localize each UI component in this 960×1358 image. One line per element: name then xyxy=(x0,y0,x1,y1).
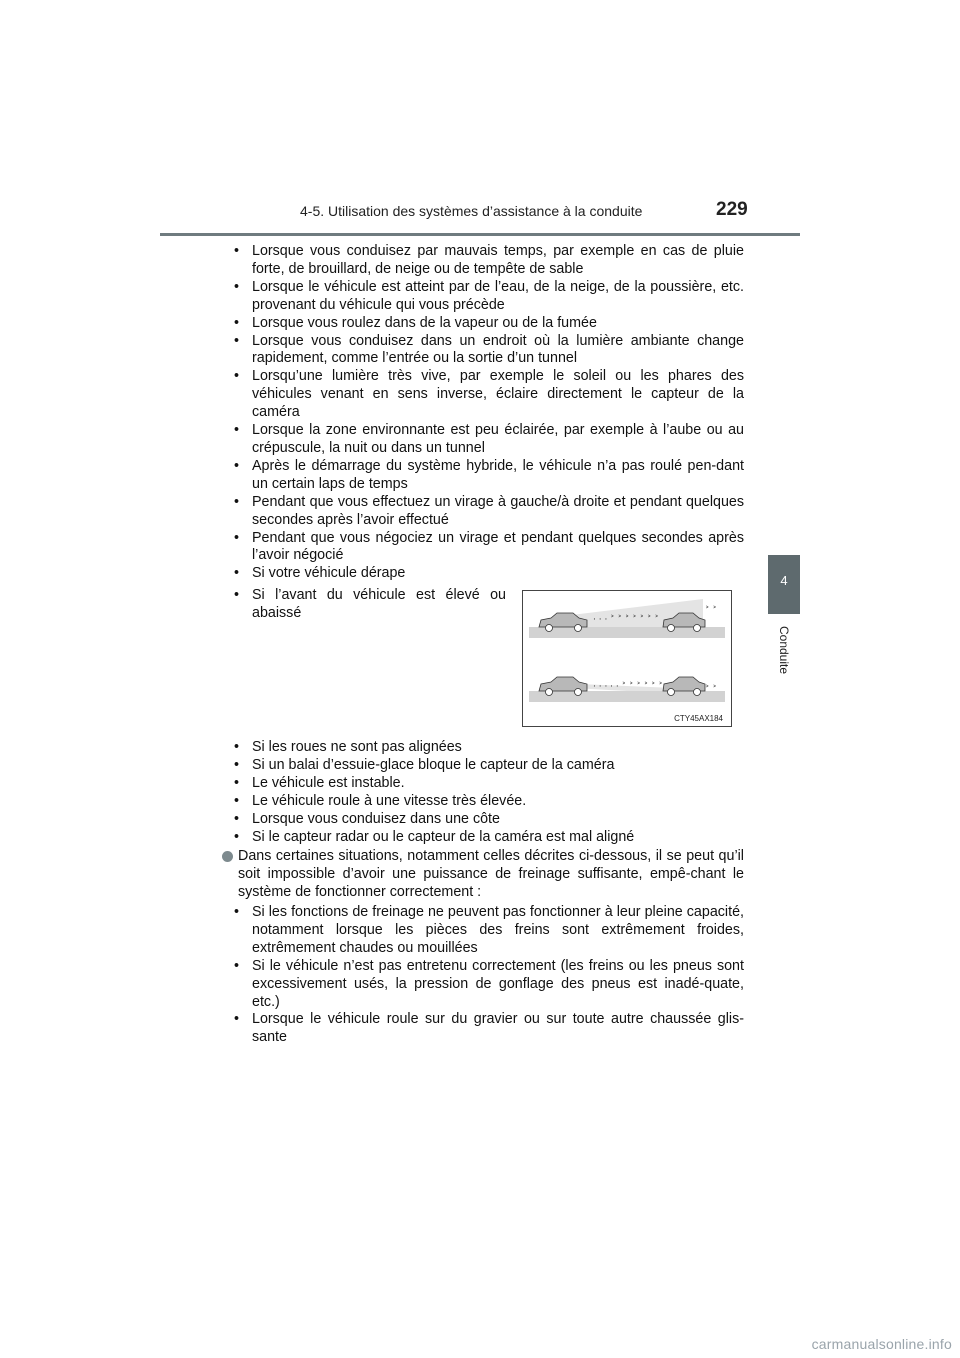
list-item: • Si les roues ne sont pas alignées xyxy=(232,739,744,757)
list-item: • Pendant que vous effectuez un virage à gauche/à droite et pendant quelques secondes après l’avoir effectué xyxy=(232,494,744,530)
conditions-list xyxy=(232,243,744,583)
list-item: • Si les fonctions de freinage ne peuvent pas fonctionner à leur pleine capacité, notamment lorsque les pièces des freins sont extrêmement froides, extrêmement chaudes ou mouillées xyxy=(232,904,744,958)
arrows-bottom-down: ˃ ˃ xyxy=(705,685,717,695)
list-item: • Si le véhicule n’est pas entretenu correctement (les freins ou les pneus sont excessivement usés, la pression de gonflage des pneus est inadé-quate, etc.) xyxy=(232,958,744,1012)
arrows-top-up: ˃ ˃ xyxy=(705,606,717,616)
illustration-drawing xyxy=(523,591,731,726)
header-rule xyxy=(160,233,800,236)
list-item: • Lorsque vous roulez dans de la vapeur ou de la fumée xyxy=(232,315,744,333)
list-item: • Le véhicule est instable. xyxy=(232,775,744,793)
figure-code: CTY45AX184 xyxy=(674,714,723,723)
list-item: • Si le capteur radar ou le capteur de la caméra est mal aligné xyxy=(232,829,744,847)
list-item: • Le véhicule roule à une vitesse très élevée. xyxy=(232,793,744,811)
additional-conditions-list xyxy=(232,739,744,846)
list-item: • Lorsque la zone environnante est peu éclairée, par exemple à l’aube ou au crépuscule, la nuit ou dans un tunnel xyxy=(232,422,744,458)
chapter-tab-label: Conduite xyxy=(777,625,791,675)
list-item: • Si un balai d’essuie-glace bloque le capteur de la caméra xyxy=(232,757,744,775)
vehicle-tilt-illustration xyxy=(522,590,732,727)
chapter-tab-number: 4 xyxy=(780,573,788,588)
list-item: • Si l’avant du véhicule est élevé ou abaissé xyxy=(232,587,506,623)
page-number: 229 xyxy=(716,199,748,220)
vehicle-tilt-list xyxy=(232,587,506,623)
list-item: • Lorsque le véhicule roule sur du gravier ou sur toute autre chaussée glis-sante xyxy=(232,1011,744,1047)
list-item: • Lorsque vous conduisez dans un endroit où la lumière ambiante change rapidement, comme l’entrée ou la sortie d’un tunnel xyxy=(232,333,744,369)
arrows-top: · · · ˃ ˃ ˃ ˃ ˃ ˃ ˃ xyxy=(593,615,659,625)
watermark: carmanualsonline.info xyxy=(811,1336,952,1352)
list-item: • Après le démarrage du système hybride, le véhicule n’a pas roulé pen-dant un certain laps de temps xyxy=(232,458,744,494)
list-item: • Lorsqu’une lumière très vive, par exemple le soleil ou les phares des véhicules venant en sens inverse, éclaire directement le capteur de la caméra xyxy=(232,368,744,422)
list-item: • Lorsque le véhicule est atteint par de l’eau, de la neige, de la poussière, etc. provenant du véhicule qui vous précède xyxy=(232,279,744,315)
list-item: • Pendant que vous négociez un virage et pendant quelques secondes après l’avoir négocié xyxy=(232,530,744,566)
list-item: • Si votre véhicule dérape xyxy=(232,565,744,583)
chapter-tab-rule xyxy=(768,611,800,614)
braking-conditions-list xyxy=(232,904,744,1047)
section-title: 4-5. Utilisation des systèmes d’assistance à la conduite xyxy=(300,203,643,219)
list-item: • Lorsque vous conduisez dans une côte xyxy=(232,811,744,829)
arrows-bottom: · · · · · ˃ ˃ ˃ ˃ ˃ ˃ xyxy=(593,682,663,692)
list-item: • Lorsque vous conduisez par mauvais temps, par exemple en cas de pluie forte, de brouillard, de neige ou de tempête de sable xyxy=(232,243,744,279)
braking-paragraph: Dans certaines situations, notamment celles décrites ci-dessous, il se peut qu’il soit impossible d’avoir une puissance de freinage suffisante, empê-chant le système de fonctionner correctement : xyxy=(238,848,744,900)
